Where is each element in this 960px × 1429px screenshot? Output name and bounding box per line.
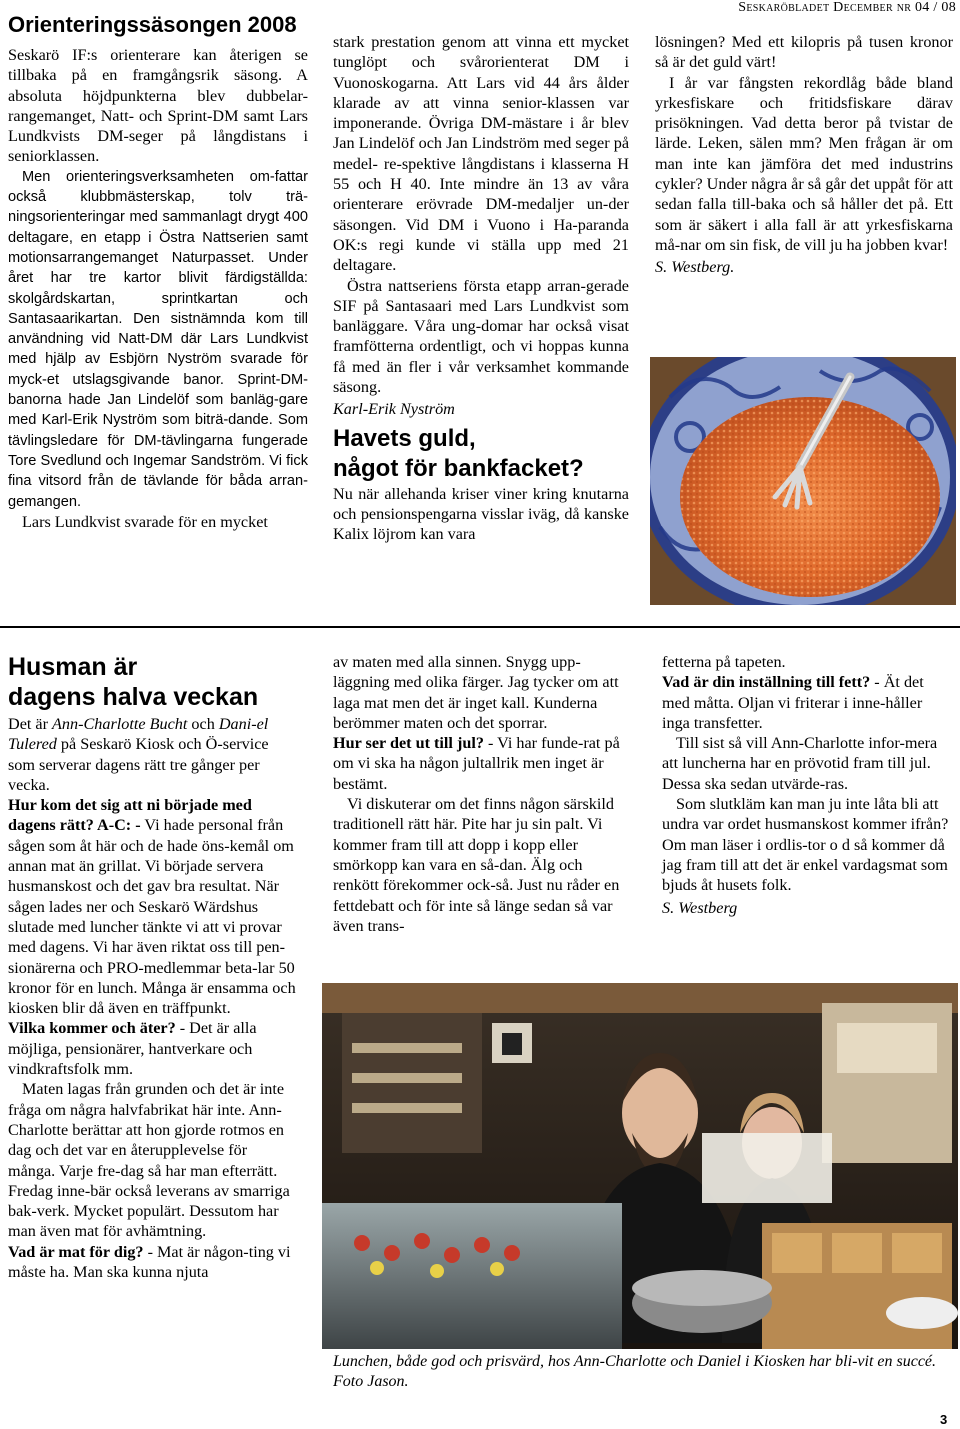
orientering-col2 bbox=[333, 32, 629, 545]
havets-title-line2: något för bankfacket? bbox=[333, 454, 584, 482]
husman-answer: Vi hade personal från sågen som åt här och de hade öns-kemål om annan mat än grillat. Vi började servera husmanskost och det gav bra resultat. När sågen lades ner och Seskarö Wärdshus slutade med luncher tänkte vi att vi provar med dagens. Vi har även riktat oss till pen-sionärerna och PRO-medlemmar beta-lar 50 kronor för en lunch. Många är ensamma och kiosken blir då även en träffpunkt. bbox=[8, 816, 296, 1018]
masthead: Seskaröbladet December nr 04 / 08 bbox=[738, 0, 956, 15]
orientering-paragraph: Men orienteringsverksamheten om-fattar också klubbmästerskap, tolv trä-ningsorienteringar med sammanlagt drygt 400 deltagare, en etapp i Östra Nattserien samt motionsarrangemanget Naturpasset. Under året har tre kartor blivit färdigställda: skolgårdskartan, sprintkartan och Santasaarikartan. Den sistnämnda kom till användning vid Natt-DM där Lars Lundkvist med hjälp av Esbjörn Nyström svarade för myck-et utslagsgivande banor. Sprint-DM-banorna hade Jan Lindelöf som banläg-gare med Karl-Erik Nyström som biträ-dande. Som tävlingsledare för DM-tävlingarna fungerade Tore Svedlund och Ingemar Sandström. Vi fick fina vitsord från de tävlande för båda arran-gemangen. bbox=[8, 168, 308, 510]
orientering-title: Orienteringssäsongen 2008 bbox=[8, 12, 297, 37]
husman-qa bbox=[8, 1242, 296, 1283]
orientering-paragraph: Seskarö IF:s orienterare kan återigen se tillbaka på en framgångsrik säsong. A absoluta höjdpunkterna blev dubbelar-rangemanget, Natt- och Sprint-DM samt Lars Lundkvists DM-seger på långdistans i seniorklassen. bbox=[8, 46, 308, 166]
photo-caption: Lunchen, både god och prisvärd, hos Ann-Charlotte och Daniel i Kiosken har bli-vit en succé. Foto Jason. bbox=[333, 1353, 937, 1390]
havets-title-line1: Havets guld, bbox=[333, 424, 476, 452]
husman-intro-name: Dani-el Tulered bbox=[8, 715, 269, 754]
husman-title bbox=[8, 652, 296, 712]
havets-paragraph: Nu när allehanda kriser viner kring knutarna och pensionspengarna visslar iväg, då kanske Kalix löjrom kan vara bbox=[333, 484, 629, 544]
husman-title-line1: Husman är bbox=[8, 653, 138, 681]
havets-paragraph: I år var fångsten rekordlåg både bland yrkesfiskare och fritidsfiskare därav prisökningen. Vad detta beror på tvistar de lärde. Leken, sälen mm? Men frågan är om man inte kan jämföra det med industrins cykler? Under några år så går det uppåt för att sedan falla till-baka och så håller det på. Ett som är säkert i alla fall är att yrkesfiskarna må-nar om sin fisk, de vill ju ha jobben kvar! bbox=[655, 73, 953, 254]
husman-answer: - Mat är någon-ting vi måste ha. Man ska kunna njuta bbox=[8, 1242, 291, 1282]
husman-question: Vilka kommer och äter? bbox=[8, 1019, 176, 1038]
husman-col3 bbox=[662, 652, 950, 918]
husman-title-line2: dagens halva veckan bbox=[8, 683, 259, 711]
havets-col3 bbox=[655, 32, 953, 278]
husman-question: Hur ser det ut till jul? bbox=[333, 734, 484, 753]
husman-paragraph: Till sist så vill Ann-Charlotte infor-mera att luncherna har en prövotid fram till jul. Dessa ska sedan utvärde-ras. bbox=[662, 734, 938, 793]
husman-col1 bbox=[8, 652, 296, 1282]
kiosk-photo bbox=[322, 983, 958, 1349]
page-number: 3 bbox=[940, 1412, 948, 1427]
husman-intro-text: Det är bbox=[8, 715, 53, 733]
husman-paragraph: Som slutkläm kan man ju inte låta bli att undra var ordet husmanskost kommer ifrån? Om man läser i ordlis-tor o d så kommer då jag fram till att det är enkel vardagsmat som bjuds åt husets folk. bbox=[662, 795, 949, 895]
husman-qa bbox=[8, 1018, 296, 1079]
husman-question: Vad är din inställning till fett? bbox=[662, 673, 871, 692]
husman-answer: - Det är alla möjliga, pensionärer, hantverkare och vindkraftsfolk mm. bbox=[8, 1019, 257, 1079]
husman-question: Vad är mat för dig? bbox=[8, 1242, 144, 1261]
husman-paragraph: Maten lagas från grunden och det är inte fråga om några halvfabrikat här inte. Ann-Charlotte berättar att hon gjorde rotmos en dag och det var en återupplevelse för många. Varje fre-dag så har man efterrätt. Fredag inne-bär också leverans av smarriga bak-verk. Mycket populärt. Dessutom har man även mat för avhämtning. bbox=[8, 1080, 290, 1241]
husman-answer: - Vi har funde-rat på om vi ska ha någon jultallrik men inget är bestämt. bbox=[333, 734, 620, 793]
havets-signature: S. Westberg. bbox=[655, 258, 735, 277]
orientering-paragraph: stark prestation genom att vinna ett mycket tunglöpt och svårorienterat DM i Vuonoskogarna. Att Lars vid 44 års ålder klarade av att vinna senior-klassen var imponerande. Övriga DM-mästare i år blev Jan Lindelöf och Jan Lindström med seger på medel- re-spektive långdistans i klasserna H 55 och H 40. Inte mindre än 13 av våra orienterare erövrade DM-medaljer un-der säsongen. Vid DM i Vuono i Ha-paranda OK:s regi kunde vi ställa upp med 21 deltagare. bbox=[333, 33, 629, 275]
husman-question: Hur kom det sig att ni började med dagens rätt? A-C: - bbox=[8, 796, 252, 835]
husman-signature: S. Westberg bbox=[662, 898, 738, 917]
husman-intro-name: Ann-Charlotte Bucht bbox=[52, 715, 188, 733]
husman-answer: - Ät det med måtta. Oljan vi friterar i inne-håller inga transfetter. bbox=[662, 673, 924, 732]
havets-paragraph: lösningen? Med ett kilopris på tusen kronor så är det guld värt! bbox=[655, 33, 953, 72]
orientering-col1 bbox=[8, 12, 308, 532]
orientering-paragraph: Östra nattseriens första etapp arran-gerade SIF på Santasaari med Lars Lundkvist som banläggare. Våra ung-domar har också visat framfötterna ordentligt, och vi hoppas kunna få med än fler i vår verksamhet kommande säsong. bbox=[333, 276, 629, 397]
husman-paragraph: fetterna på tapeten. bbox=[662, 653, 786, 671]
husman-intro-text: och bbox=[187, 715, 219, 733]
havets-title bbox=[333, 424, 629, 484]
orientering-paragraph: Lars Lundkvist svarade för en mycket bbox=[22, 512, 268, 531]
husman-qa bbox=[662, 672, 950, 733]
husman-paragraph: av maten med alla sinnen. Snygg upp-läggning med olika färger. Jag tycker om att laga mat men det är inget kall. Kunderna berömmer maten och det sporrar. bbox=[333, 653, 619, 732]
husman-intro-text: på Seskarö Kiosk och Ö-service som serverar dagens rätt tre gånger per vecka. bbox=[8, 735, 269, 794]
section-divider bbox=[0, 626, 960, 628]
husman-paragraph: Vi diskuterar om det finns någon särskild traditionell rätt här. Pite har ju sin palt. Vi kommer fram till att dopp i kopp eller smörkopp kan vara en så-dan. Älg och renkött förekommer ock-så. Just nu råder en fettdebatt och för inte så länge sedan så var även trans- bbox=[333, 795, 620, 935]
husman-col2 bbox=[333, 652, 623, 936]
orientering-signature: Karl-Erik Nyström bbox=[333, 400, 455, 419]
husman-qa bbox=[333, 733, 623, 794]
husman-qa bbox=[8, 795, 296, 1018]
roe-bowl-photo bbox=[650, 357, 956, 605]
husman-intro bbox=[8, 714, 296, 795]
